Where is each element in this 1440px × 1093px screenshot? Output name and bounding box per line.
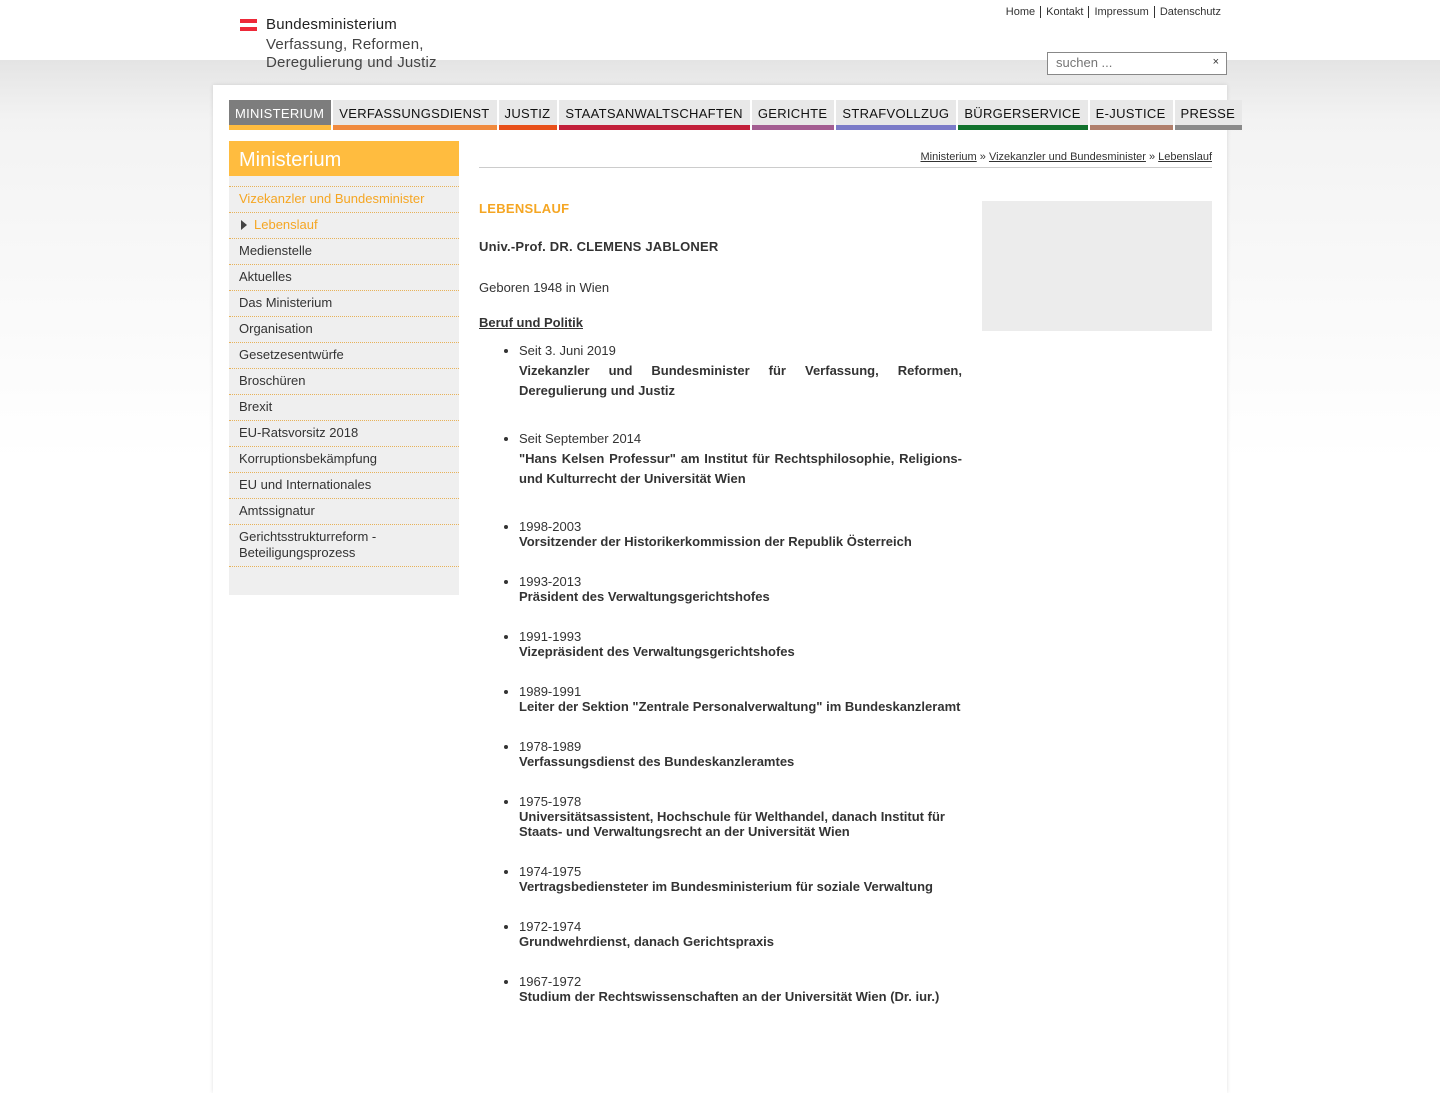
breadcrumb-item[interactable]: Ministerium xyxy=(920,151,977,163)
career-entry xyxy=(519,919,962,949)
career-entry xyxy=(519,794,962,839)
site-header xyxy=(0,0,1440,85)
sidebar-item[interactable] xyxy=(229,239,459,265)
career-period: • 1991-1993 xyxy=(519,629,582,644)
search-input[interactable] xyxy=(1048,53,1206,72)
career-entry xyxy=(519,343,962,401)
sidebar-item[interactable] xyxy=(229,317,459,343)
birth-info: Geboren 1948 in Wien xyxy=(479,280,610,295)
nav-tab-b-rgerservice[interactable]: BÜRGERSERVICE xyxy=(958,100,1087,130)
nav-tab-e-justice[interactable]: E-JUSTICE xyxy=(1090,100,1173,130)
nav-tab-strafvollzug[interactable]: STRAFVOLLZUG xyxy=(836,100,956,130)
career-period: • 1972-1974 xyxy=(519,919,582,934)
career-list xyxy=(479,343,962,1004)
sidebar-item-label: Gerichtsstrukturreform - Beteiligungsprozess xyxy=(239,529,377,560)
search-box xyxy=(1047,52,1227,75)
nav-tab-justiz[interactable]: JUSTIZ xyxy=(499,100,558,130)
career-period: • 1978-1989 xyxy=(519,739,582,754)
career-period: • Seit 3. Juni 2019 xyxy=(519,343,616,358)
career-position: Vorsitzender der Historikerkommission der Republik Österreich xyxy=(519,534,912,549)
logo-title: Bundesministerium xyxy=(266,16,397,33)
career-entry xyxy=(519,519,962,549)
career-entry xyxy=(519,431,962,489)
logo-subtitle-line: Verfassung, Reformen, xyxy=(266,36,424,53)
sidebar-item-label: Aktuelles xyxy=(239,269,292,284)
toplink-datenschutz[interactable]: Datenschutz xyxy=(1154,6,1226,18)
main-content xyxy=(479,201,962,1029)
career-entry xyxy=(519,739,962,769)
sidebar-item[interactable] xyxy=(229,343,459,369)
career-position: "Hans Kelsen Professur" am Institut für Rechtsphilosophie, Religions- und Kulturrecht der Universität Wien xyxy=(519,451,962,486)
career-position: Universitätsassistent, Hochschule für Welthandel, danach Institut für Staats- und Verwaltungsrecht an der Universität Wien xyxy=(519,809,945,839)
page-container xyxy=(213,85,1236,1093)
sidebar-spacer xyxy=(229,567,459,597)
person-name: Univ.-Prof. DR. CLEMENS JABLONER xyxy=(479,239,719,254)
sidebar-item[interactable] xyxy=(229,187,459,213)
toplink-kontakt[interactable]: Kontakt xyxy=(1040,6,1088,18)
career-position: Vizekanzler und Bundesminister für Verfassung, Reformen, Deregulierung und Justiz xyxy=(519,363,962,398)
career-position: Leiter der Sektion "Zentrale Personalverwaltung" im Bundeskanzleramt xyxy=(519,699,961,714)
portrait-placeholder xyxy=(982,201,1212,331)
sidebar-item[interactable] xyxy=(229,265,459,291)
sidebar-item-label: Korruptionsbekämpfung xyxy=(239,451,378,466)
toplink-impressum[interactable]: Impressum xyxy=(1088,6,1153,18)
sidebar-item-label: EU-Ratsvorsitz 2018 xyxy=(239,425,359,440)
section-title: Beruf und Politik xyxy=(479,315,583,330)
career-entry xyxy=(519,864,962,894)
sidebar-item-label: Organisation xyxy=(239,321,313,336)
nav-tab-presse[interactable]: PRESSE xyxy=(1175,100,1243,130)
sidebar-item[interactable] xyxy=(229,369,459,395)
career-period: • 1975-1978 xyxy=(519,794,582,809)
top-links xyxy=(1001,6,1226,18)
sidebar-item-label: Brexit xyxy=(239,399,273,414)
career-entry xyxy=(519,684,962,714)
sidebar-item[interactable] xyxy=(229,291,459,317)
logo-subtitle xyxy=(266,36,437,72)
career-position: Vizepräsident des Verwaltungsgerichtshofes xyxy=(519,644,795,659)
sidebar-item-label: EU und Internationales xyxy=(239,477,372,492)
sidebar-item-label: Vizekanzler und Bundesminister xyxy=(239,191,425,206)
career-position: Verfassungsdienst des Bundeskanzleramtes xyxy=(519,754,795,769)
sidebar-item-label: Medienstelle xyxy=(239,243,312,258)
sidebar-item[interactable] xyxy=(229,213,459,239)
breadcrumb-separator: » xyxy=(1148,151,1156,163)
breadcrumb-item[interactable]: Lebenslauf xyxy=(1158,151,1212,163)
triangle-right-icon xyxy=(241,220,247,230)
sidebar-item-label: Gesetzesentwürfe xyxy=(239,347,344,362)
sidebar-item[interactable] xyxy=(229,421,459,447)
career-period: • 1989-1991 xyxy=(519,684,582,699)
career-period: • 1967-1972 xyxy=(519,974,582,989)
career-period: • 1993-2013 xyxy=(519,574,582,589)
sidebar-item-label: Broschüren xyxy=(239,373,306,388)
sidebar-item[interactable] xyxy=(229,473,459,499)
sidebar-item-label: Amtssignatur xyxy=(239,503,315,518)
sidebar-item-label: Lebenslauf xyxy=(254,217,318,232)
toplink-home[interactable]: Home xyxy=(1005,6,1036,18)
nav-tab-ministerium[interactable]: MINISTERIUM xyxy=(229,100,331,130)
sidebar xyxy=(229,141,459,595)
austria-flag-icon xyxy=(240,19,257,31)
breadcrumb-item[interactable]: Vizekanzler und Bundesminister xyxy=(988,151,1146,163)
sidebar-item[interactable] xyxy=(229,447,459,473)
sidebar-menu xyxy=(229,186,459,597)
nav-tab-staatsanwaltschaften[interactable]: STAATSANWALTSCHAFTEN xyxy=(559,100,749,130)
breadcrumb xyxy=(479,151,1212,168)
career-entry xyxy=(519,629,962,659)
career-entry xyxy=(519,574,962,604)
sidebar-item[interactable] xyxy=(229,395,459,421)
main-navigation xyxy=(229,100,1244,130)
sidebar-title: Ministerium xyxy=(229,141,459,176)
career-period: • 1974-1975 xyxy=(519,864,582,879)
page-title: LEBENSLAUF xyxy=(479,201,570,216)
search-clear-icon[interactable]: × xyxy=(1212,56,1219,68)
breadcrumb-separator: » xyxy=(979,151,986,163)
sidebar-item-label: Das Ministerium xyxy=(239,295,333,310)
sidebar-item[interactable] xyxy=(229,499,459,525)
career-position: Vertragsbediensteter im Bundesministerium für soziale Verwaltung xyxy=(519,879,933,894)
career-position: Studium der Rechtswissenschaften an der Universität Wien (Dr. iur.) xyxy=(519,989,940,1004)
nav-tab-verfassungsdienst[interactable]: VERFASSUNGSDIENST xyxy=(333,100,496,130)
nav-tab-gerichte[interactable]: GERICHTE xyxy=(752,100,835,130)
logo-subtitle-line: Deregulierung und Justiz xyxy=(266,54,437,71)
career-period: • 1998-2003 xyxy=(519,519,582,534)
career-period: • Seit September 2014 xyxy=(519,431,642,446)
sidebar-item[interactable] xyxy=(229,525,459,567)
career-position: Grundwehrdienst, danach Gerichtspraxis xyxy=(519,934,775,949)
career-entry xyxy=(519,974,962,1004)
career-position: Präsident des Verwaltungsgerichtshofes xyxy=(519,589,770,604)
